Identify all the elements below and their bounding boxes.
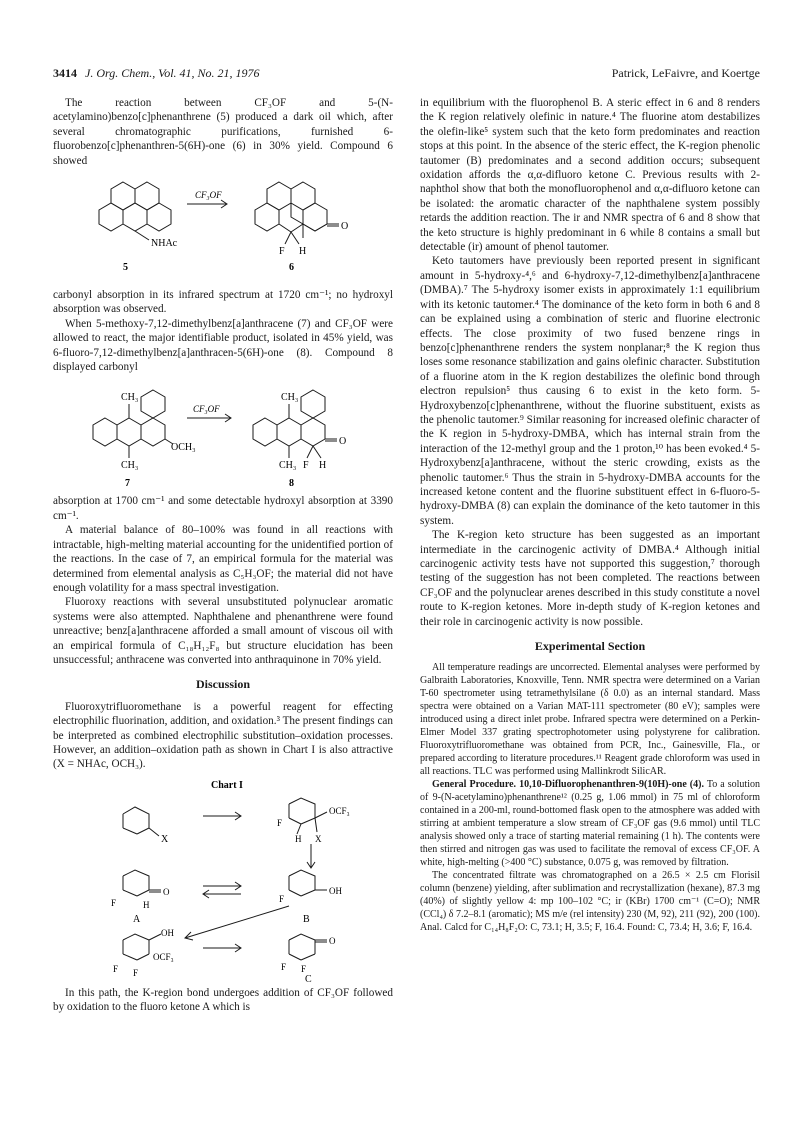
fluorine-label: F [303,460,309,472]
substituent-label: NHAc [151,238,178,250]
carbonyl-label: O [339,436,347,448]
journal-citation: J. Org. Chem., Vol. 41, No. 21, 1976 [85,66,260,80]
procedure-paragraph [420,778,760,869]
paragraph: When 5-methoxy-7,12-dimethylbenz[a]anthracene (7) and CF₃OF were allowed to react, the major identifiable product, isolated in 45% yield, was 6-fluoro-7,12-dimethylbenz[a]anthracen-5(6H)-one (8). Compound 8 displayed carbonyl [53,317,393,374]
compound-label: 8 [289,478,294,490]
fluorine-label: F [301,963,307,974]
hydrogen-label: H [295,833,302,844]
fluorine-label: F [279,893,285,904]
header-left [53,66,260,81]
compound-label: 6 [289,262,294,274]
paragraph: All temperature readings are uncorrected. Elemental analyses were performed by Galbraith Laboratories, Knoxville, Tenn. NMR spectra were determined on a Varian T-60 spectrometer using tetramethylsilane (δ 0.0) as an internal standard. Mass spectra were obtained on a Varian MAT-111 spectrometer (80 eV); samples were introduced using a direct inlet probe. Infrared spectra were determined on a Perkin-Elmer Model 337 grating spectrophotometer using polystyrene for calibration. Fluoroxytrifluoromethane was obtained from PCR, Inc., Gainesville, Fla., or prepared according to literature procedures.¹¹ Reagent grade chloroform was used in all reactions. TLC was performed using Mallinkrodt SilicAR. [420,662,760,778]
section-heading-experimental: Experimental Section [534,639,646,654]
hydrogen-label: H [299,246,307,258]
right-column [420,96,760,1116]
fluorine-label: F [281,961,287,972]
carbonyl-label: O [163,886,170,897]
page-header [53,66,760,82]
methyl-label: CH₃ [121,460,139,472]
reaction-scheme-7-to-8 [53,378,393,490]
carbonyl-label: O [329,935,336,946]
paragraph: carbonyl absorption in its infrared spectrum at 1720 cm⁻¹; no hydroxyl absorption was observed. [53,289,393,316]
methyl-label: CH₃ [121,392,139,404]
substituent-x-label: X [315,833,322,844]
paragraph: absorption at 1700 cm⁻¹ and some detectable hydroxyl absorption at 3390 cm⁻¹. [53,495,393,522]
header-authors: Patrick, LeFaivre, and Koertge [611,66,760,80]
hydrogen-label: H [319,460,327,472]
fluorine-label: F [111,897,117,908]
paragraph: In this path, the K-region bond undergoes addition of CF₃OF followed by oxidation to the fluoro ketone A which is [53,986,393,1014]
paragraph: A material balance of 80–100% was found in all reactions with intractable, high-melting material accounting for the unidentified portion of the reactions. In the case of 7, an empirical formula for the material was determined from elemental analysis as C₅H₃OF; the material did not have enough volatility for a mass spectral investigation. [53,524,393,594]
trifluoromethoxy-label: OCF₃ [153,951,174,962]
procedure-text: To a solution of 9-(N-acetylamino)phenanthrene¹² (0.25 g, 1.06 mmol) in 75 ml of chloroform contained in a 200-ml, round-bottomed flask open to the atmosphere was added with stirring at ambient temperature a slow stream of CF₃OF gas (9.6 mmol) until TLC analysis showed only a trace of starting material remaining (1 h). The contents were then stirred and nitrogen gas was used to facilitate the removal of excess CF₃OF. A white, high-melting (>400 °C) substance, 0.075 g, was removed by filtration. [420,779,760,869]
fluorine-label: F [277,817,283,828]
fluorine-label: F [133,967,139,978]
methoxy-label: OCH₃ [171,442,196,454]
paragraph: in equilibrium with the fluorophenol B. A steric effect in 6 and 8 renders the K region relatively olefinic in nature.⁴ The fluorine atom destabilizes the olefin-like⁵ system such that the keto form predominates and reaction stops at this point. In the absence of the steric effect, the K-region phenolic tautomer (B) predominates and a second addition occurs; subsequent oxidation affords the α,α-difluoro ketone C. Previous results with 2-naphthol show that both the monofluorophenol and α,α-difluoro ketone can be isolated: the aromatic character of the naphthalene system possibly retards the addition reaction. The ir and NMR spectra of 6 and 8 show that the keto structure is highly predominant in 6 while 8 contains a small but detectable (ir) amount of phenol tautomer. [420,97,760,254]
reagent-label: CF₃OF [193,404,220,415]
intermediate-label: A [133,913,141,925]
methyl-label: CH₃ [279,460,297,472]
hydroxyl-label: OH [329,885,342,896]
reagent-label: CF₃OF [195,190,222,201]
methyl-label: CH₃ [281,392,299,404]
paragraph: The K-region keto structure has been suggested as an important intermediate in the carcinogenic activity of DMBA.⁴ Although initial carcinogenic activity tests have not supported this suggestion,⁷ thorough testing of the suggestion has not been completed. The reactions between CF₃OF and the polynuclear arenes described in this study constitute a novel route to K-region ketones. More in-depth study of K-region ketones and their role in carcinogenic activity is now possible. [420,529,760,628]
paragraph: The concentrated filtrate was chromatographed on a 26.5 × 2.5 cm Florisil column (benzene) yielding, after sublimation and recrystallization (hexane), 87.3 mg (40%) of slightly yellow 4: mp 100–102 °C; ir (KBr) 1700 cm⁻¹ (C=O); NMR (CCl₄) δ 7.2–8.1 (aromatic); MS m/e (rel intensity) 230 (M, 92), 211 (92), 200 (100). Anal. Calcd for C₁₄H₈F₂O: C, 73.1; H, 3.5; F, 16.4. Found: C, 73.4; H, 3.6; F, 16.4. [420,870,760,934]
compound-label: 5 [123,262,128,274]
chart-i-scheme [53,776,393,982]
fluorine-label: F [113,963,119,974]
chart-title: Chart I [211,779,243,791]
paragraph: Fluoroxy reactions with several unsubstituted polynuclear aromatic systems were also attempted. Naphthalene and phenanthrene were found unreactive; benz[a]anthracene afforded a small amount of viscous oil with an empirical formula of C₁₈H₁₂F₈ but structure elucidation has been unsuccessful; anthracene was converted into anthraquinone in 70% yield. [53,596,393,666]
procedure-title: General Procedure. 10,10-Difluorophenanthren-9(10H)-one (4). [432,779,704,791]
compound-label: 7 [125,478,130,490]
paragraph: Fluoroxytrifluoromethane is a powerful reagent for effecting electrophilic fluorination, addition, and oxidation.³ The present findings can be interpreted as combined electrophilic substitution–oxidation processes. However, an addition–oxidation path as shown in Chart I is also attractive (X = NHAc, OCH₃). [53,700,393,771]
page-number: 3414 [53,66,77,80]
carbonyl-label: O [341,221,349,233]
fluorine-label: F [279,246,285,258]
hydroxyl-label: OH [161,927,174,938]
substituent-x-label: X [161,833,169,845]
intermediate-label: B [303,913,310,925]
paragraph: The reaction between CF₃OF and 5-(N-acetylamino)benzo[c]phenanthrene (5) produced a dark oil which, after several chromatographic purifications, furnished 6-fluorobenzo[c]phenanthren-5(6H)-one (6) in 30% yield. Compound 6 showed [53,97,393,167]
section-heading-discussion: Discussion [195,677,251,692]
left-column [53,96,393,1116]
trifluoromethoxy-label: OCF₃ [329,805,350,816]
paragraph: Keto tautomers have previously been reported present in significant amount in 5-hydroxy-⁴,⁶ and 6-hydroxy-7,12-dimethylbenz[a]anthracene (DMBA).⁷ The 5-hydroxy isomer exists in approximately 1:1 equilibrium with its ketonic tautomer.⁴ The dominance of the keto form in both 6 and 8 can be explained using a combination of steric and fluorine electronic effects. The close proximity of two fused benzene rings in benzo[c]phenanthrene renders the system nonplanar;⁸ the K region thus loses some resonance stabilization and gains olefinic character. Substitution of a fluorine atom in the K region destabilizes the olefinic bond through electron repulsion⁵ thus causing 6 to exist in the keto form. 5-Hydroxybenzo[c]phenanthrene, without the fluorine substituent, exists as the phenolic tautomer.⁹ Similar reasoning for increased olefinic character of the K region in 5-hydroxy-DMBA, which has internal strain from the interaction of the 12-methyl group and the 1 proton,¹⁰ has been evoked.⁴ 5-Hydroxybenz[a]anthracene, without the steric crowding, exists as the phenolic tautomer.⁶ Thus the strain in 5-hydroxy-DMBA accounts for the increased ketone content and the fluorine substituent effect in 6-fluoro-5-hydroxy-DMBA (8) can explain the dominance of the keto tautomer in this system. [420,255,760,527]
hydrogen-label: H [143,899,150,910]
intermediate-label: C [305,973,312,982]
reaction-scheme-5-to-6 [53,172,393,284]
